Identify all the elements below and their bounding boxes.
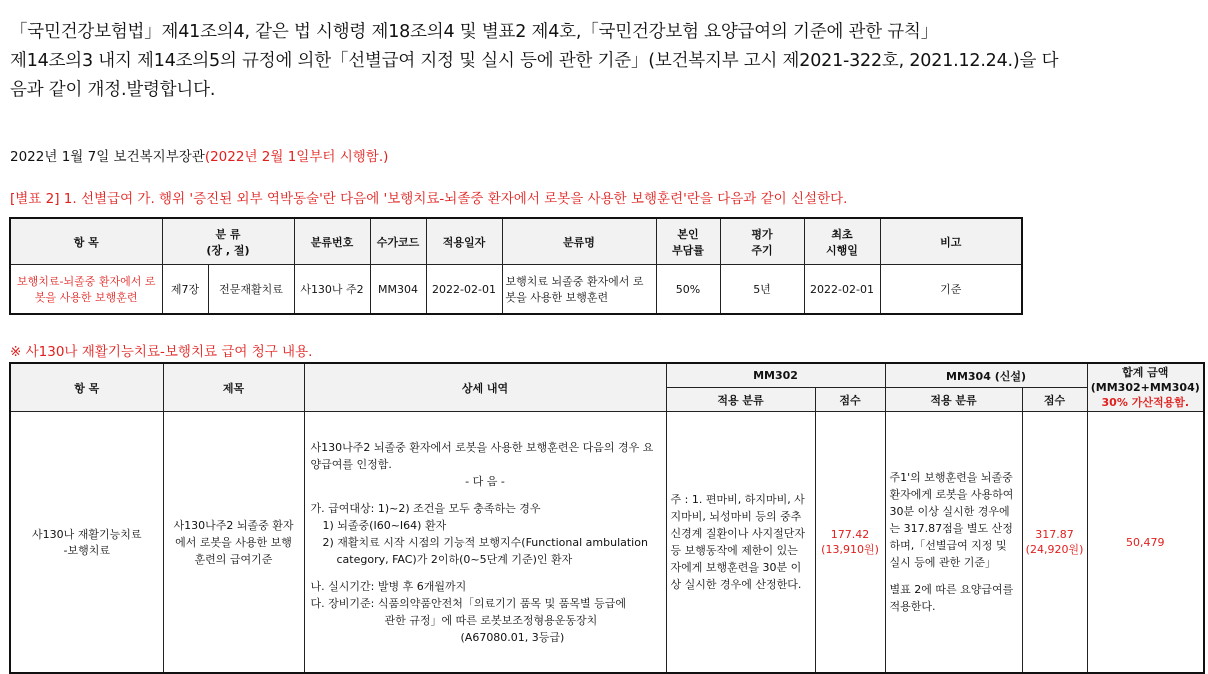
header-fee-code: 수가코드 — [370, 218, 426, 265]
header-mm304: MM304 (신설) — [885, 363, 1087, 388]
header-class-no: 분류번호 — [294, 218, 370, 265]
header-mm304-score: 점수 — [1022, 388, 1087, 412]
header-class: 분 류 (장 , 절) — [162, 218, 294, 265]
cell-class-no: 사130나 주2 — [294, 265, 370, 315]
cell-chapter: 제7장 — [162, 265, 208, 315]
intro-line-2: 제14조의3 내지 제14조의5의 규정에 의한「선별급여 지정 및 실시 등에 관한 기준」(보건복지부 고시 제2021-322호, 2021.12.24.)을 다 — [10, 51, 1059, 71]
header-apply-date: 적용일자 — [426, 218, 502, 265]
cell-mm304-score: 317.87 (24,920원) — [1022, 412, 1087, 674]
cell-detail: 사130나주2 뇌졸중 환자에서 로봇을 사용한 보행훈련은 다음의 경우 요양급여를 인정함. - 다 음 - 가. 급여대상: 1)~2) 조건을 모두 충족하는 경우 1) 뇌졸중(I60~I64) 환자 2) 재활치료 시작 시점의 기능적 보행지수(Functional ambulation category, FAC)가 2이하(0~5단계 기준)인 환자 나. 실시기간: 발병 후 6개월까지 다. 장비기준: 식품의약품안전처「의료기기 품목 및 품목별 등급에 관한 규정」에 따른 로봇보조정형용운동장치 (A67080.01, 3등급) — [304, 412, 666, 674]
table-row — [10, 412, 1204, 674]
intro-line-3: 음과 같이 개정.발령합니다. — [10, 80, 216, 100]
date-line — [10, 145, 388, 165]
header-mm302-apply: 적용 분류 — [666, 388, 815, 412]
cell-copay: 50% — [656, 265, 720, 315]
cell-class-name: 보행치료 뇌졸중 환자에서 로봇을 사용한 보행훈련 — [502, 265, 656, 315]
header-mm304-apply: 적용 분류 — [885, 388, 1022, 412]
cell-fee-code: MM304 — [370, 265, 426, 315]
header-item: 항 목 — [10, 218, 162, 265]
intro-line-1: 「국민건강보험법」제41조의4, 같은 법 시행령 제18조의4 및 별표2 제4호,「국민건강보험 요양급여의 기준에 관한 규칙」 — [10, 22, 938, 42]
header-remark: 비고 — [880, 218, 1022, 265]
cell-apply-date: 2022-02-01 — [426, 265, 502, 315]
cell-mm302-apply: 주 : 1. 편마비, 하지마비, 사지마비, 뇌성마비 등의 중추신경계 질환이나 사지절단자 등 보행동작에 제한이 있는 자에게 보행훈련을 30분 이상 실시한 경우에 산정한다. — [666, 412, 815, 674]
cell-mm304-apply: 주1'의 보행훈련을 뇌졸중 환자에게 로봇을 사용하여 30분 이상 실시한 경우에는 317.87점을 별도 산정하며,「선별급여 지정 및 실시 등에 관한 기준」 별표 2에 따른 요양급여를 적용한다. — [885, 412, 1022, 674]
header-mm302: MM302 — [666, 363, 885, 388]
effective-date-note: (2022년 2월 1일부터 시행함.) — [204, 149, 389, 165]
header-title: 제목 — [163, 363, 304, 412]
cell-mm302-score: 177.42 (13,910원) — [815, 412, 885, 674]
selective-benefit-table — [9, 217, 1023, 315]
header-copay: 본인 부담률 — [656, 218, 720, 265]
cell-total: 50,479 — [1087, 412, 1204, 674]
cell-first-date: 2022-02-01 — [804, 265, 880, 315]
header-mm302-score: 점수 — [815, 388, 885, 412]
claim-section-title: ※ 사130나 재활기능치료-보행치료 급여 청구 내용. — [10, 344, 313, 360]
annex-title: [별표 2] 1. 선별급여 가. 행위 '증진된 외부 역박동술'란 다음에 '보행치료-뇌졸중 환자에서 로봇을 사용한 보행훈련'란을 다음과 같이 신설한다. — [10, 191, 848, 207]
header-eval-cycle: 평가 주기 — [720, 218, 804, 265]
issue-date: 2022년 1월 7일 보건복지부장관 — [10, 149, 205, 165]
header-class-name: 분류명 — [502, 218, 656, 265]
cell-section: 전문재활치료 — [208, 265, 294, 315]
header-first-date: 최초 시행일 — [804, 218, 880, 265]
cell-item: 사130나 재활기능치료 -보행치료 — [10, 412, 163, 674]
table-row — [10, 265, 1022, 315]
cell-remark: 기준 — [880, 265, 1022, 315]
cell-eval-cycle: 5년 — [720, 265, 804, 315]
claim-detail-table — [9, 362, 1205, 674]
header-total: 합계 금액 (MM302+MM304) 30% 가산적용함. — [1087, 363, 1204, 412]
cell-item: 보행치료-뇌졸중 환자에서 로봇을 사용한 보행훈련 — [10, 265, 162, 315]
header-detail: 상세 내역 — [304, 363, 666, 412]
intro-paragraph — [10, 18, 1200, 105]
header-item: 항 목 — [10, 363, 163, 412]
cell-title: 사130나주2 뇌졸중 환자에서 로봇을 사용한 보행훈련의 급여기준 — [163, 412, 304, 674]
